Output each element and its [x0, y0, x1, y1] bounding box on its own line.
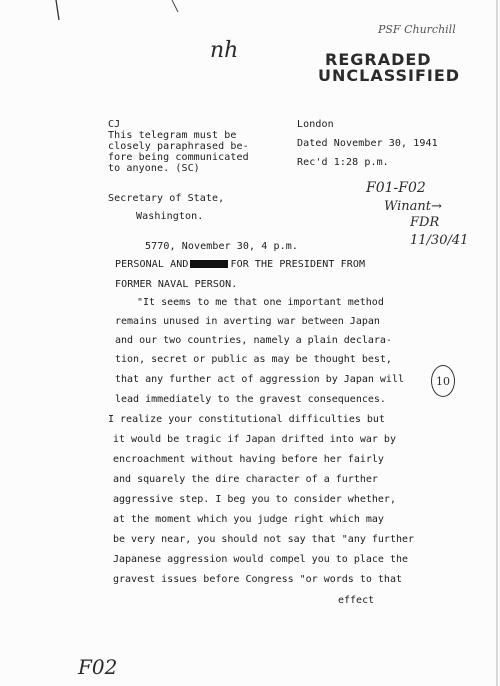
body-line: remains unused in averting war between Japan	[115, 316, 380, 327]
redaction-bar	[190, 260, 228, 268]
body-line: lead immediately to the gravest consequences.	[115, 394, 386, 405]
handwritten-file-ref-3: FDR	[410, 215, 440, 230]
paraphrase-note-line3: fore being communicated	[108, 152, 249, 163]
paraphrase-note-line2: closely paraphrased be-	[108, 141, 249, 152]
body-line: aggressive step. I beg you to consider whether,	[113, 494, 396, 505]
addressee-line2: Washington.	[136, 211, 204, 222]
body-line: gravest issues before Congress "or words to that	[113, 574, 402, 585]
dated-line: Dated November 30, 1941	[297, 138, 438, 149]
handwritten-initials: nh	[210, 38, 239, 63]
body-line: it would be tragic if Japan drifted into war by	[113, 434, 396, 445]
body-line: Japanese aggression would compel you to place the	[113, 554, 409, 565]
body-line: that any further act of aggression by Japan will	[115, 374, 404, 385]
body-line: I realize your constitutional difficulties but	[108, 414, 385, 425]
last-word: effect	[338, 595, 375, 606]
circled-number	[431, 365, 455, 397]
telegram-reference: 5770, November 30, 4 p.m.	[145, 241, 299, 252]
regraded-stamp-line2: UNCLASSIFIED	[318, 66, 461, 85]
handwritten-file-label: PSF Churchill	[378, 23, 456, 36]
personal-line-right: FOR THE PRESIDENT FROM	[230, 259, 366, 270]
paraphrase-note-line4: to anyone. (SC)	[108, 163, 200, 174]
origin-city: London	[297, 119, 334, 130]
handwritten-file-ref-4: 11/30/41	[410, 233, 469, 248]
circled-number-text: 10	[436, 374, 450, 388]
top-pencil-mark-icon	[170, 0, 190, 14]
paraphrase-note-line1: This telegram must be	[108, 130, 237, 141]
personal-line-left: PERSONAL AND	[115, 259, 189, 270]
body-line: and squarely the dire character of a further	[113, 474, 378, 485]
body-line: encroachment without having before her fairly	[113, 454, 384, 465]
body-line: and our two countries, namely a plain declara-	[115, 335, 392, 346]
handwritten-file-ref-2: Winant→	[384, 199, 442, 214]
received-line: Rec'd 1:28 p.m.	[297, 157, 389, 168]
corner-mark-icon	[52, 0, 72, 22]
body-line: at the moment which you judge right which may	[113, 514, 384, 525]
body-line: "It seems to me that one important method	[137, 297, 384, 308]
sender-line: FORMER NAVAL PERSON.	[115, 279, 238, 290]
body-line: tion, secret or public as may be thought best,	[115, 354, 392, 365]
body-line: be very near, you should not say that "any further	[113, 534, 415, 545]
regraded-stamp-line1: REGRADED	[325, 50, 432, 69]
scan-edge	[496, 0, 498, 686]
handwritten-file-ref-1: F01-F02	[366, 180, 426, 196]
handwritten-bottom-ref: F02	[78, 655, 118, 679]
personal-line	[115, 259, 365, 271]
telegram-code: CJ	[108, 119, 121, 130]
addressee-line1: Secretary of State,	[108, 193, 225, 204]
